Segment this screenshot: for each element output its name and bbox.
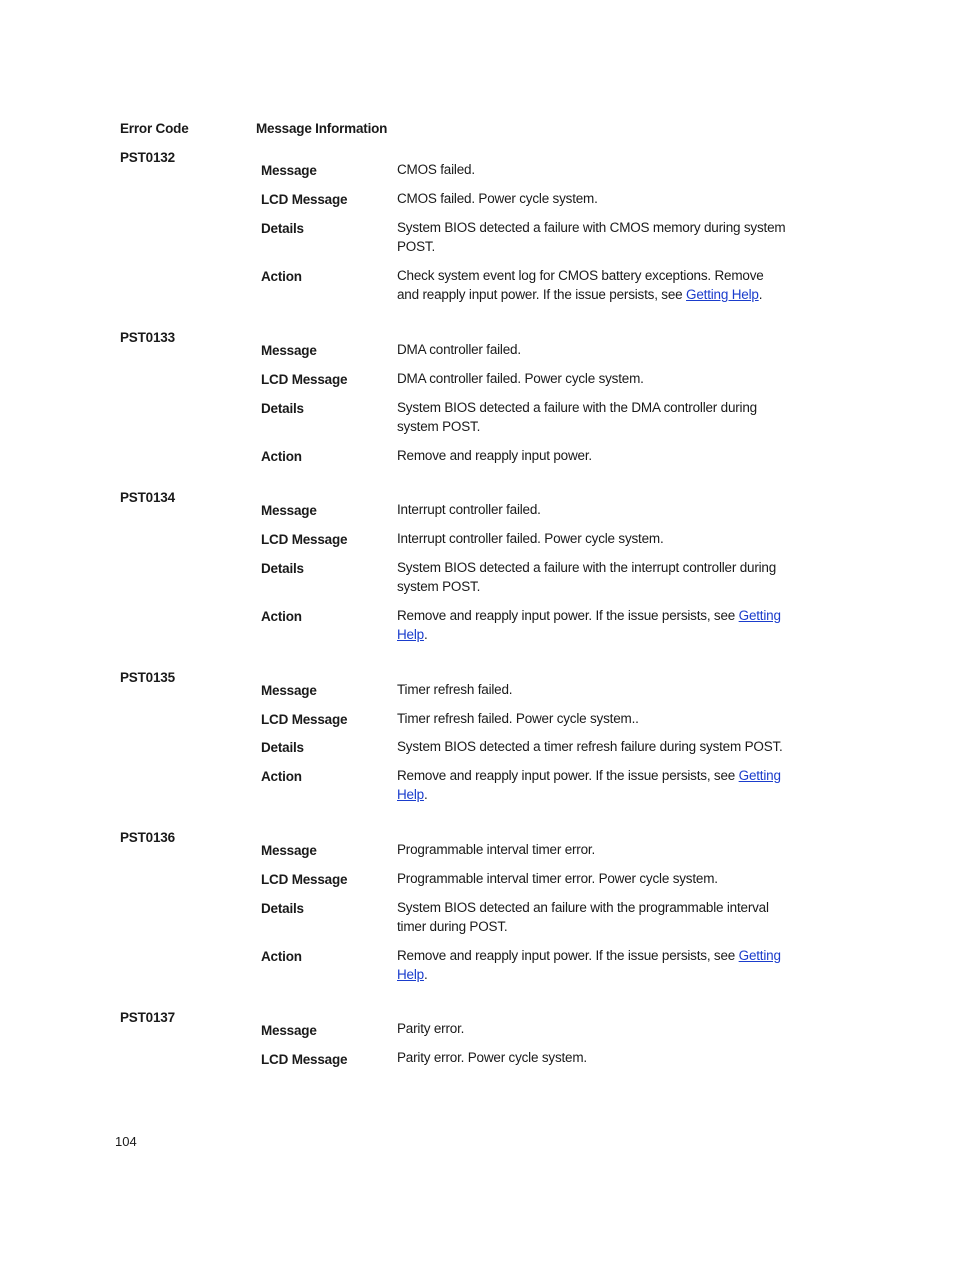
message-value: DMA controller failed. [397,342,521,357]
message-value: Programmable interval timer error. [397,842,596,857]
field-label-lcd-message: LCD Message [261,532,348,547]
field-label-lcd-message: LCD Message [261,712,348,727]
field-label-action: Action [261,609,302,624]
field-label-message: Message [261,163,317,178]
error-code: PST0137 [120,1010,175,1025]
getting-help-link[interactable]: Getting Help [397,768,781,802]
error-code: PST0136 [120,830,175,845]
details-value: System BIOS detected a failure with the DMA controller during system POST. [397,400,757,434]
field-label-message: Message [261,343,317,358]
field-label-lcd-message: LCD Message [261,872,348,887]
error-code: PST0133 [120,330,175,345]
field-label-message: Message [261,843,317,858]
field-label-message: Message [261,1023,317,1038]
details-value: System BIOS detected an failure with the programmable interval timer during POST. [397,900,769,934]
message-value: Parity error. [397,1021,465,1036]
field-label-details: Details [261,221,304,236]
field-label-lcd-message: LCD Message [261,1052,348,1067]
message-value: Timer refresh failed. [397,682,513,697]
page-number: 104 [115,1134,137,1149]
lcd-message-value: Timer refresh failed. Power cycle system.. [397,711,639,726]
action-value: Check system event log for CMOS battery exceptions. Remove and reapply input power. If the issue persists, see Getting Help. [397,268,764,302]
action-value: Remove and reapply input power. [397,448,592,463]
details-value: System BIOS detected a failure with the interrupt controller during system POST. [397,560,777,594]
field-label-message: Message [261,503,317,518]
message-value: CMOS failed. [397,162,475,177]
error-code: PST0135 [120,670,175,685]
field-label-action: Action [261,269,302,284]
field-label-details: Details [261,561,304,576]
message-value: Interrupt controller failed. [397,502,541,517]
action-value: Remove and reapply input power. If the issue persists, see Getting Help. [397,768,781,802]
lcd-message-value: CMOS failed. Power cycle system. [397,191,598,206]
getting-help-link[interactable]: Getting Help [686,287,759,302]
field-label-details: Details [261,740,304,755]
getting-help-link[interactable]: Getting Help [397,608,781,642]
field-label-message: Message [261,683,317,698]
field-label-details: Details [261,401,304,416]
field-label-action: Action [261,949,302,964]
getting-help-link[interactable]: Getting Help [397,948,781,982]
error-code: PST0134 [120,490,175,505]
lcd-message-value: Programmable interval timer error. Power cycle system. [397,871,718,886]
field-label-lcd-message: LCD Message [261,192,348,207]
field-label-action: Action [261,449,302,464]
field-label-action: Action [261,769,302,784]
lcd-message-value: Interrupt controller failed. Power cycle system. [397,531,664,546]
lcd-message-value: Parity error. Power cycle system. [397,1050,587,1065]
field-label-details: Details [261,901,304,916]
error-code: PST0132 [120,150,175,165]
column-header-message-information: Message Information [256,121,388,136]
column-header-error-code: Error Code [120,121,189,136]
details-value: System BIOS detected a failure with CMOS memory during system POST. [397,220,786,254]
lcd-message-value: DMA controller failed. Power cycle system. [397,371,644,386]
action-value: Remove and reapply input power. If the issue persists, see Getting Help. [397,608,781,642]
field-label-lcd-message: LCD Message [261,372,348,387]
details-value: System BIOS detected a timer refresh failure during system POST. [397,739,783,754]
action-value: Remove and reapply input power. If the issue persists, see Getting Help. [397,948,781,982]
